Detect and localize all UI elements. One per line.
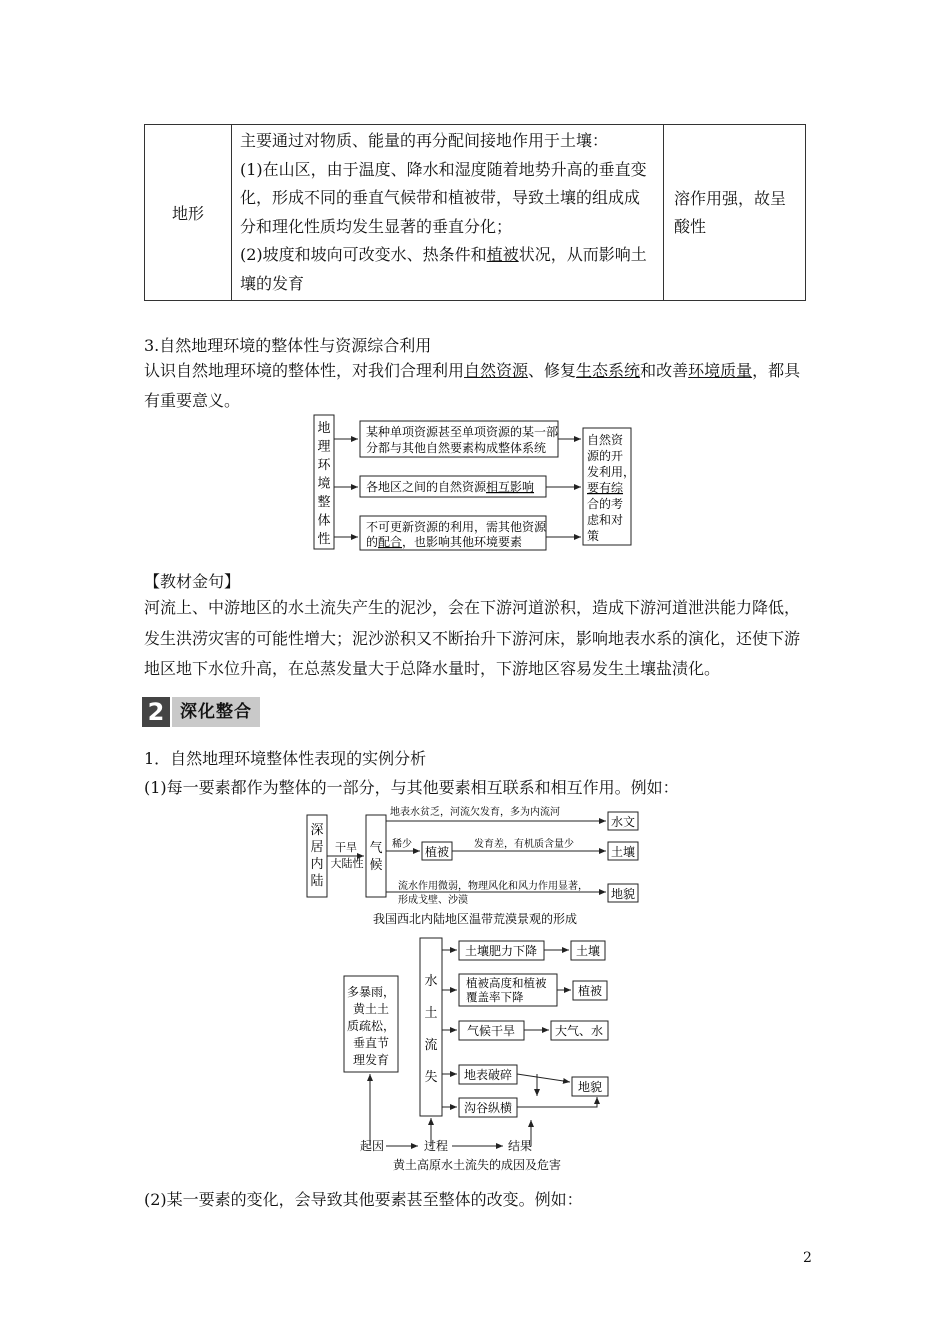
d1-right-line: 合的考 — [587, 497, 624, 511]
d3-r2: 植被 — [577, 984, 603, 998]
d2-arrow-label2: 大陆性 — [330, 857, 364, 870]
d3-legend-result: 结果 — [507, 1139, 533, 1153]
d3-cause-line: 质疏松， — [346, 1019, 396, 1033]
d1-right-line: 虑和对 — [587, 513, 624, 527]
d2-left-char: 内 — [310, 857, 324, 872]
d2-climate-box — [366, 815, 386, 897]
d1-box2-text — [366, 479, 534, 494]
s3-text-c: 和改善 — [640, 361, 689, 380]
d3-legend-cause: 起因 — [359, 1139, 385, 1153]
d3-e3: 气候干旱 — [466, 1024, 516, 1038]
d1-left-char: 性 — [317, 532, 331, 547]
s3-text-b: 、修复 — [528, 361, 577, 380]
d3-e1: 土壤肥力下降 — [464, 944, 538, 958]
d3-caption: 黄土高原水土流失的成因及危害 — [392, 1158, 562, 1172]
d1-box1-line1: 某种单项资源甚至单项资源的某一部 — [366, 425, 559, 439]
section1-sub1: (1)每一要素都作为整体的一部分，与其他要素相互联系和相互作用。例如： — [144, 778, 679, 797]
row-label: 地形 — [145, 125, 232, 301]
d2-arrow-label1: 干旱 — [335, 841, 357, 854]
golden-title: 【教材金句】 — [144, 572, 241, 591]
s3-underline-2: 生态系统 — [576, 361, 641, 380]
s3-underline-1: 自然资源 — [464, 361, 529, 380]
d1-right-line: 源的开 — [587, 449, 624, 463]
content-intro: 主要通过对物质、能量的再分配间接地作用于土壤： — [240, 131, 609, 150]
d2-mid-text2: 发育差，有机质含量少 — [474, 839, 574, 850]
d2-bot-text1: 流水作用微弱，物理风化和风力作用显著， — [398, 881, 588, 892]
content-p2-b: 状况，从而影响土壤的发育 — [240, 245, 647, 293]
d1-box3-line1: 不可更新资源的利用，需其他资源 — [366, 520, 547, 534]
content-p1: (1)在山区，由于温度、降水和湿度随着地势升高的垂直变化，形成不同的垂直气候带和植被带，导致土壤的组成成分和理化性质均发生显著的垂直分化； — [240, 159, 647, 236]
d2-out1: 水文 — [610, 815, 636, 829]
d3-cause-line: 黄土土 — [352, 1002, 390, 1016]
page-number: 2 — [803, 1250, 812, 1266]
d1-left-char: 体 — [317, 513, 331, 529]
d2-veg: 植被 — [424, 845, 450, 859]
badge-number: 2 — [142, 697, 170, 727]
d3-cause-line: 理发育 — [352, 1053, 390, 1067]
d2-climate-char: 气 — [369, 841, 383, 856]
d1-right-line: 自然资 — [587, 433, 624, 447]
d1-left-char: 理 — [317, 439, 331, 455]
d1-box3-line2 — [366, 534, 522, 549]
section1-sub2: (2)某一要素的变化，会导致其他要素甚至整体的改变。例如： — [144, 1190, 583, 1209]
content-p2-underline: 植被 — [486, 245, 519, 264]
d3-legend-process: 过程 — [423, 1139, 449, 1153]
d1-box3-underline: 配合 — [378, 535, 403, 549]
section1-heading: 1．自然地理环境整体性表现的实例分析 — [144, 749, 427, 768]
d3-process-box — [420, 938, 442, 1116]
d1-left-char: 整 — [317, 495, 331, 510]
d1-left-char: 地 — [317, 421, 331, 436]
s3-text-a: 认识自然地理环境的整体性，对我们合理利用 — [144, 361, 465, 380]
d3-process-char: 流 — [424, 1038, 438, 1053]
d3-e2-l2: 覆盖率下降 — [466, 990, 524, 1004]
d2-climate-char: 候 — [369, 858, 383, 873]
d1-right-line: 要有综 — [587, 481, 624, 495]
d2-out2: 土壤 — [610, 845, 636, 859]
d3-r4: 地貌 — [577, 1080, 603, 1094]
d3-e2-l1: 植被高度和植被 — [466, 976, 547, 990]
d2-caption: 我国西北内陆地区温带荒漠景观的形成 — [372, 912, 578, 926]
d1-left-char: 境 — [317, 476, 331, 492]
section3-heading: 3.自然地理环境的整体性与资源综合利用 — [144, 336, 432, 355]
d2-bot-text2: 形成戈壁、沙漠 — [398, 895, 468, 906]
d3-cause-line: 垂直节 — [352, 1036, 390, 1050]
d3-process-char: 失 — [424, 1070, 438, 1085]
content-p2-a: (2)坡度和坡向可改变水、热条件和 — [240, 245, 487, 264]
d3-e4: 地表破碎 — [463, 1068, 513, 1082]
badge-label: 深化整合 — [172, 697, 260, 727]
section-badge — [142, 697, 260, 727]
d2-left-char: 深 — [310, 823, 324, 838]
d2-out3: 地貌 — [610, 887, 636, 901]
d1-box2-a: 各地区之间的自然资源 — [366, 480, 487, 494]
s3-underline-3: 环境质量 — [688, 361, 753, 380]
d3-r1: 土壤 — [575, 944, 601, 958]
row-effect: 溶作用强，故呈酸性 — [664, 125, 806, 301]
d1-left-char: 环 — [317, 458, 331, 473]
integration-diagrams — [0, 800, 950, 1180]
d3-process-char: 土 — [424, 1006, 438, 1021]
d2-left-char: 居 — [310, 840, 324, 855]
d2-top-text: 地表水贫乏，河流欠发育，多为内流河 — [390, 807, 560, 818]
d1-right-line: 发利用， — [587, 465, 636, 479]
s3-text-d: ，都具有重要意义。 — [144, 361, 801, 410]
d3-process-char: 水 — [424, 974, 438, 989]
d1-box2-underline: 相互影响 — [486, 480, 535, 494]
d3-cause-line: 多暴雨， — [346, 985, 396, 999]
d2-mid-text1: 稀少 — [392, 839, 412, 850]
d1-box3-a: 的 — [366, 535, 379, 549]
d1-box3-b: ，也影响其他环境要素 — [402, 535, 523, 549]
d1-box1-line2: 分都与其他自然要素构成整体系统 — [366, 441, 547, 455]
d3-r3: 大气、水 — [554, 1024, 604, 1038]
golden-text: 河流上、中游地区的水土流失产生的泥沙，会在下游河道淤积，造成下游河道泄洪能力降低，发生洪涝灾害的可能性增大；泥沙淤积又不断抬升下游河床，影响地表水系的演化，还使下游地区地下水位升高，在总蒸发量大于总降水量时，下游地区容易发生土壤盐渍化。 — [144, 598, 801, 678]
d2-left-char: 陆 — [310, 874, 324, 889]
resource-diagram — [0, 0, 950, 560]
d1-right-line: 策 — [587, 529, 600, 543]
d3-e5: 沟谷纵横 — [463, 1101, 513, 1115]
